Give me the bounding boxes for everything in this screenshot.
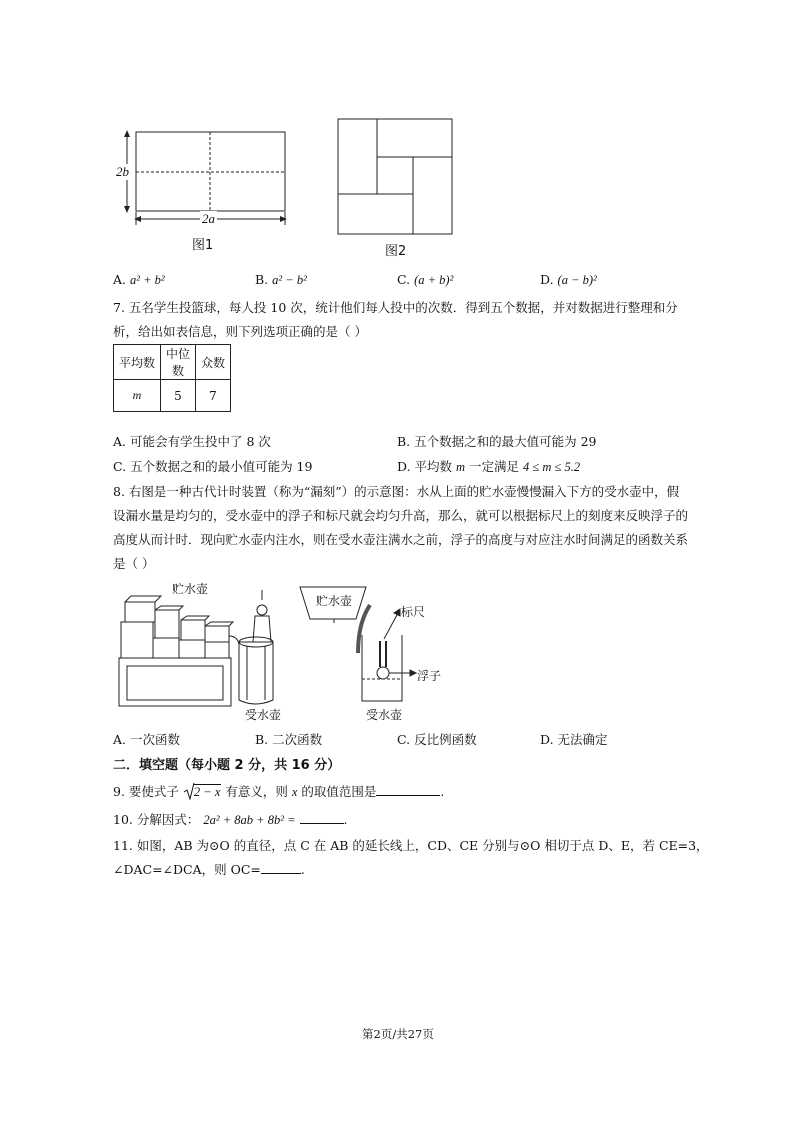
- fig1-side-label: 2b: [116, 164, 129, 179]
- section-2-title: 二．填空题（每小题 2 分，共 16 分）: [113, 758, 341, 773]
- q6-option-a: A. a² + b²: [113, 272, 165, 287]
- q8-option-b: B. 二次函数: [255, 732, 323, 747]
- q7-line-1: 7. 五名学生投篮球，每人投 10 次，统计他们每人投中的次数．得到五个数据，并对数据进行整理和分: [113, 300, 678, 315]
- table-header: 众数: [196, 345, 231, 380]
- q7-stats-table: [113, 344, 231, 412]
- fig2-caption: 图2: [385, 244, 407, 259]
- q7-option-b: B. 五个数据之和的最大值可能为 29: [397, 434, 597, 449]
- q6-option-c: C. (a + b)²: [397, 272, 454, 287]
- square-root: 2 − x: [183, 784, 221, 800]
- illustration-bottom-label: 受水壶: [245, 708, 282, 722]
- fig1-bottom-label: 2a: [202, 211, 215, 226]
- q10-line: 10. 分解因式： 2a² + 8ab + 8b² = .: [113, 812, 348, 827]
- table-cell: m: [114, 380, 161, 412]
- q8-option-c: C. 反比例函数: [397, 732, 477, 747]
- q7-option-c: C. 五个数据之和的最小值可能为 19: [113, 459, 313, 474]
- illustration-top-label: 贮水壶: [172, 582, 209, 596]
- q8-line-4: 是（ ）: [113, 556, 155, 571]
- fig1-caption: 图1: [192, 238, 214, 253]
- q8-line-1: 8. 右图是一种古代计时装置（称为“漏刻”）的示意图：水从上面的贮水壶慢慢漏入下方的受水壶中，假: [113, 484, 680, 499]
- q11-line-1: 11. 如图，AB 为⊙O 的直径，点 C 在 AB 的延长线上，CD、CE 分别与⊙O 相切于点 D、E，若 CE=3，: [113, 838, 709, 853]
- table-header: 平均数: [114, 345, 161, 380]
- table-cell: 5: [161, 380, 196, 412]
- page-footer: 第2页/共27页: [362, 1027, 434, 1041]
- table-header: 中位数: [161, 345, 196, 380]
- clepsydra-illustration: [115, 580, 290, 720]
- diagram-reservoir-label: 贮水壶: [316, 594, 353, 608]
- q6-option-d: D. (a − b)²: [540, 272, 597, 287]
- q6-option-b: B. a² − b²: [255, 272, 307, 287]
- q7-line-2: 析，给出如表信息，则下列选项正确的是（ ）: [113, 324, 367, 339]
- q8-line-3: 高度从而计时．现向贮水壶内注水，则在受水壶注满水之前，浮子的高度与对应注水时间满足的函数关系: [113, 532, 689, 547]
- diagram-ruler-label: 标尺: [401, 605, 426, 619]
- q10-answer-blank[interactable]: [300, 813, 344, 824]
- q11-line-2: ∠DAC=∠DCA，则 OC= .: [113, 862, 305, 877]
- q8-line-2: 设漏水量是均匀的，受水壶中的浮子和标尺就会均匀升高，那么，就可以根据标尺上的刻度来反映浮子的: [113, 508, 689, 523]
- q8-option-a: A. 一次函数: [113, 732, 180, 747]
- diagram-receiver-label: 受水壶: [366, 708, 403, 722]
- diagram-float-label: 浮子: [417, 669, 442, 683]
- q9-answer-blank[interactable]: [376, 785, 440, 796]
- q7-option-a: A. 可能会有学生投中了 8 次: [113, 434, 271, 449]
- q8-option-d: D. 无法确定: [540, 732, 608, 747]
- q9-line: 9. 要使式子 2 − x 有意义，则 x 的取值范围是 .: [113, 784, 445, 799]
- q11-answer-blank[interactable]: [261, 863, 301, 874]
- q7-option-d: D. 平均数 m 一定满足 4 ≤ m ≤ 5.2: [397, 459, 581, 474]
- figure-2: [336, 117, 456, 237]
- table-cell: 7: [196, 380, 231, 412]
